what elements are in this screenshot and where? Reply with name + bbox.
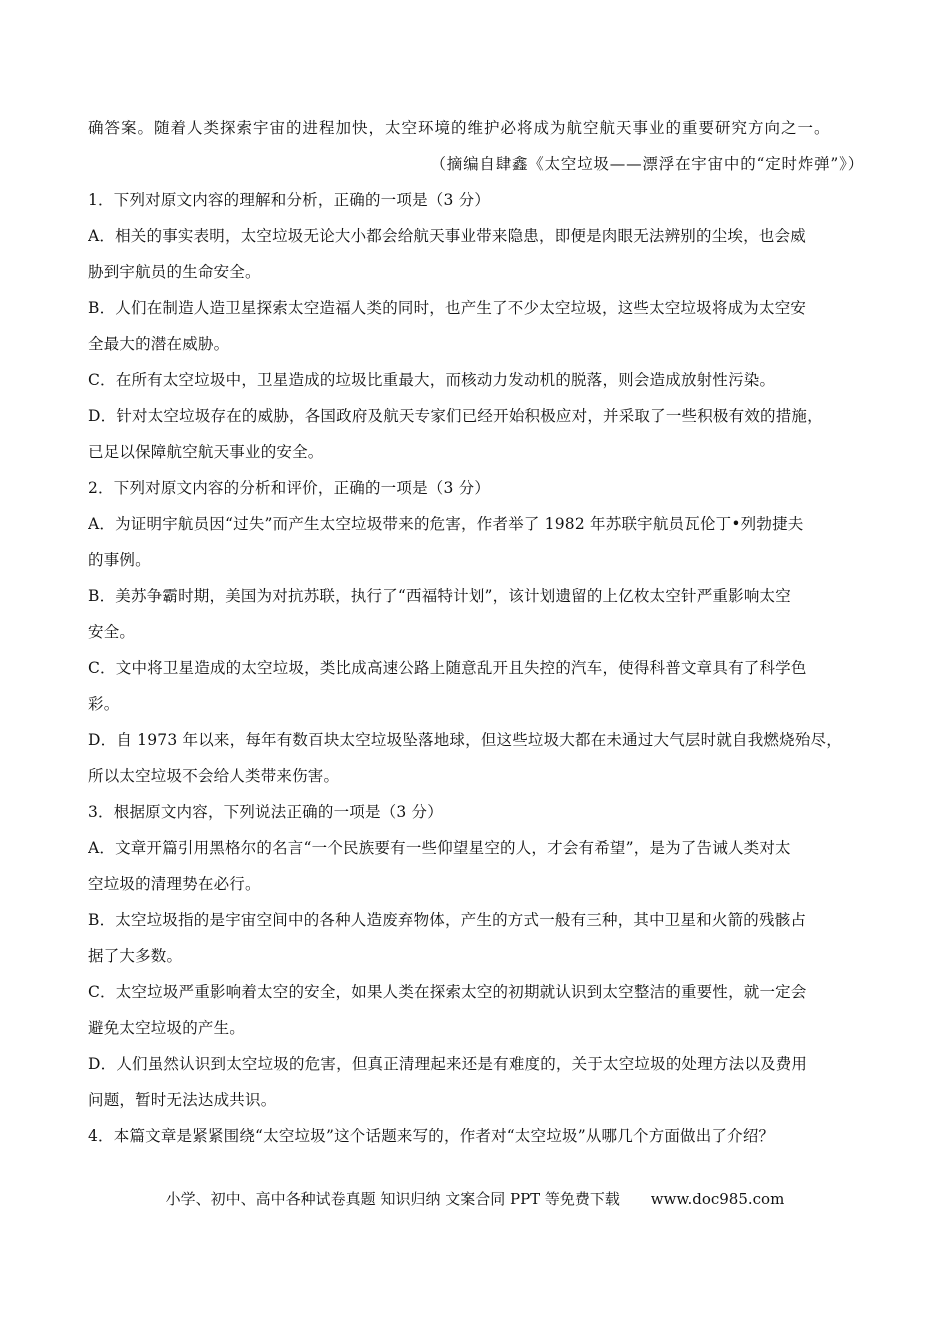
- question-1: [88, 182, 866, 470]
- option-text: A．相关的事实表明，太空垃圾无论大小都会给航天事业带来隐患，即便是肉眼无法辨别的尘埃，也会威: [88, 227, 806, 245]
- option-text: D．针对太空垃圾存在的威胁，各国政府及航天专家们已经开始积极应对，并采取了一些积极有效的措施，: [88, 407, 823, 425]
- option-b: [88, 902, 866, 974]
- option-text-continued: 据了大多数。: [88, 947, 183, 965]
- option-text: C．太空垃圾严重影响着太空的安全，如果人类在探索太空的初期就认识到太空整洁的重要性，就一定会: [88, 983, 807, 1001]
- option-a: [88, 830, 866, 902]
- question-stem: 4．本篇文章是紧紧围绕“太空垃圾”这个话题来写的，作者对“太空垃圾”从哪几个方面做出了介绍？: [88, 1127, 775, 1145]
- option-text-continued: 所以太空垃圾不会给人类带来伤害。: [88, 767, 340, 785]
- option-text: C．在所有太空垃圾中，卫星造成的垃圾比重最大，而核动力发动机的脱落，则会造成放射性污染。: [88, 371, 776, 389]
- option-c: [88, 650, 866, 722]
- option-text: A．文章开篇引用黑格尔的名言“一个民族要有一些仰望星空的人，才会有希望”，是为了告诫人类对太: [88, 839, 791, 857]
- option-text-continued: 避免太空垃圾的产生。: [88, 1019, 246, 1037]
- option-b: [88, 290, 866, 362]
- option-d: [88, 1046, 866, 1118]
- option-text-continued: 胁到宇航员的生命安全。: [88, 263, 261, 281]
- option-text-continued: 彩。: [88, 695, 120, 713]
- question-stem: 1．下列对原文内容的理解和分析，正确的一项是（3 分）: [88, 191, 491, 209]
- option-text-continued: 空垃圾的清理势在必行。: [88, 875, 261, 893]
- option-d: [88, 398, 866, 470]
- option-text-continued: 全最大的潜在威胁。: [88, 335, 230, 353]
- question-2: [88, 470, 866, 794]
- option-text: A．为证明宇航员因“过失”而产生太空垃圾带来的危害，作者举了 1982 年苏联宇航员瓦伦丁•列勃捷夫: [88, 515, 804, 533]
- question-3: [88, 794, 866, 1118]
- option-a: [88, 218, 866, 290]
- source-citation: （摘编自肆鑫《太空垃圾——漂浮在宇宙中的“定时炸弹”》）: [430, 155, 864, 173]
- option-text-continued: 的事例。: [88, 551, 151, 569]
- option-a: [88, 506, 866, 578]
- option-c: [88, 974, 866, 1046]
- option-text: B．人们在制造人造卫星探索太空造福人类的同时，也产生了不少太空垃圾，这些太空垃圾将成为太空安: [88, 299, 807, 317]
- option-text-continued: 问题，暂时无法达成共识。: [88, 1091, 277, 1109]
- option-d: [88, 722, 866, 794]
- passage-closing-line: 确答案。随着人类探索宇宙的进程加快，太空环境的维护必将成为航空航天事业的重要研究方向之一。: [88, 119, 831, 137]
- option-text-continued: 安全。: [88, 623, 136, 641]
- option-text: D．自 1973 年以来，每年有数百块太空垃圾坠落地球，但这些垃圾大都在未通过大气层时就自我燃烧殆尽，: [88, 731, 842, 749]
- option-text: D．人们虽然认识到太空垃圾的危害，但真正清理起来还是有难度的，关于太空垃圾的处理方法以及费用: [88, 1055, 808, 1073]
- footer-text: 小学、初中、高中各种试卷真题 知识归纳 文案合同 PPT 等免费下载: [165, 1190, 620, 1208]
- question-stem: 3．根据原文内容，下列说法正确的一项是（3 分）: [88, 803, 443, 821]
- option-text: B．太空垃圾指的是宇宙空间中的各种人造废弃物体，产生的方式一般有三种，其中卫星和火箭的残骸占: [88, 911, 807, 929]
- option-text-continued: 已足以保障航空航天事业的安全。: [88, 443, 324, 461]
- option-b: [88, 578, 866, 650]
- option-text: B．美苏争霸时期，美国为对抗苏联，执行了“西福特计划”，该计划遗留的上亿枚太空针严重影响太空: [88, 587, 791, 605]
- page-footer: [0, 1187, 950, 1211]
- footer-site-link[interactable]: www.doc985.com: [650, 1190, 785, 1208]
- option-c: [88, 362, 866, 398]
- question-4: [88, 1118, 866, 1154]
- document-body: [88, 110, 866, 1154]
- question-stem: 2．下列对原文内容的分析和评价，正确的一项是（3 分）: [88, 479, 491, 497]
- option-text: C．文中将卫星造成的太空垃圾，类比成高速公路上随意乱开且失控的汽车，使得科普文章具有了科学色: [88, 659, 807, 677]
